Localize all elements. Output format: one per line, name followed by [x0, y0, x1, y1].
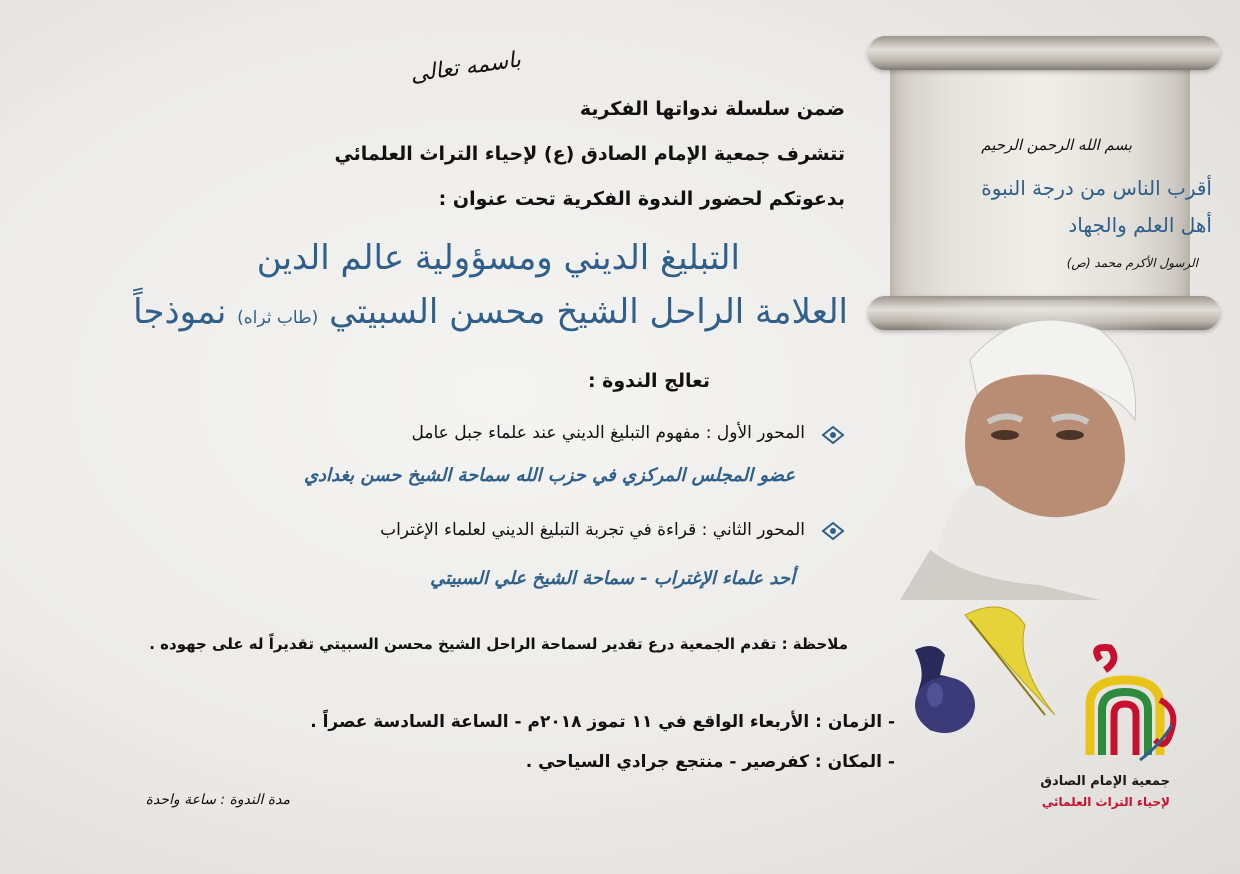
title-name: العلامة الراحل الشيخ محسن السبيتي: [329, 292, 848, 332]
hadith-attribution: الرسول الأكرم محمد (ص): [1066, 256, 1198, 270]
note-text: ملاحظة : تقدم الجمعية درع تقدير لسماحة الراحل الشيخ محسن السبيتي تقديراً له على جهوده .: [149, 635, 848, 653]
event-time: - الزمان : الأربعاء الواقع في ١١ تموز ٢٠١٨م - الساعة السادسة عصراً .: [310, 712, 895, 732]
seminar-title-line-2: [133, 292, 848, 332]
parchment-scroll: [868, 28, 1220, 328]
intro-line-2: تتشرف جمعية الإمام الصادق (ع) لإحياء التراث العلمائي: [334, 143, 845, 165]
title-honorific: (طاب ثراه): [237, 308, 319, 328]
basmala-calligraphy: باسمه تعالى: [408, 47, 523, 88]
ornament-bullet-icon: [820, 520, 846, 542]
topic-axis-1: المحور الأول : مفهوم التبليغ الديني عند علماء جبل عامل: [411, 423, 805, 443]
topics-heading: تعالج الندوة :: [587, 370, 710, 392]
title-model: نموذجاً: [133, 292, 227, 332]
hadith-line-1: أقرب الناس من درجة النبوة: [981, 176, 1212, 200]
scroll-basmala: بسم الله الرحمن الرحيم: [981, 136, 1132, 154]
topic-speaker-2: أحد علماء الإغتراب - سماحة الشيخ علي السبيتي: [430, 568, 795, 589]
intro-line-3: بدعوتكم لحضور الندوة الفكرية تحت عنوان :: [438, 188, 845, 210]
hadith-line-2: أهل العلم والجهاد: [1068, 213, 1212, 237]
topic-speaker-1: عضو المجلس المركزي في حزب الله سماحة الشيخ حسن بغدادي: [303, 465, 795, 486]
seminar-title-line-1: التبليغ الديني ومسؤولية عالم الدين: [256, 238, 740, 278]
logo-name: جمعية الإمام الصادق: [1040, 774, 1170, 789]
ornament-bullet-icon: [820, 424, 846, 446]
seminar-duration: مدة الندوة : ساعة واحدة: [145, 792, 290, 808]
inkwell-quill-icon: [905, 595, 1055, 745]
sheikh-portrait: [900, 300, 1170, 600]
topic-axis-2: المحور الثاني : قراءة في تجربة التبليغ الديني لعلماء الإغتراب: [380, 520, 805, 540]
intro-line-1: ضمن سلسلة ندواتها الفكرية: [579, 98, 845, 120]
event-place: - المكان : كفرصير - منتجع جرادي السياحي .: [525, 752, 895, 772]
association-logo-icon: [1070, 640, 1180, 765]
logo-subtitle: لإحياء التراث العلمائي: [1041, 795, 1170, 809]
